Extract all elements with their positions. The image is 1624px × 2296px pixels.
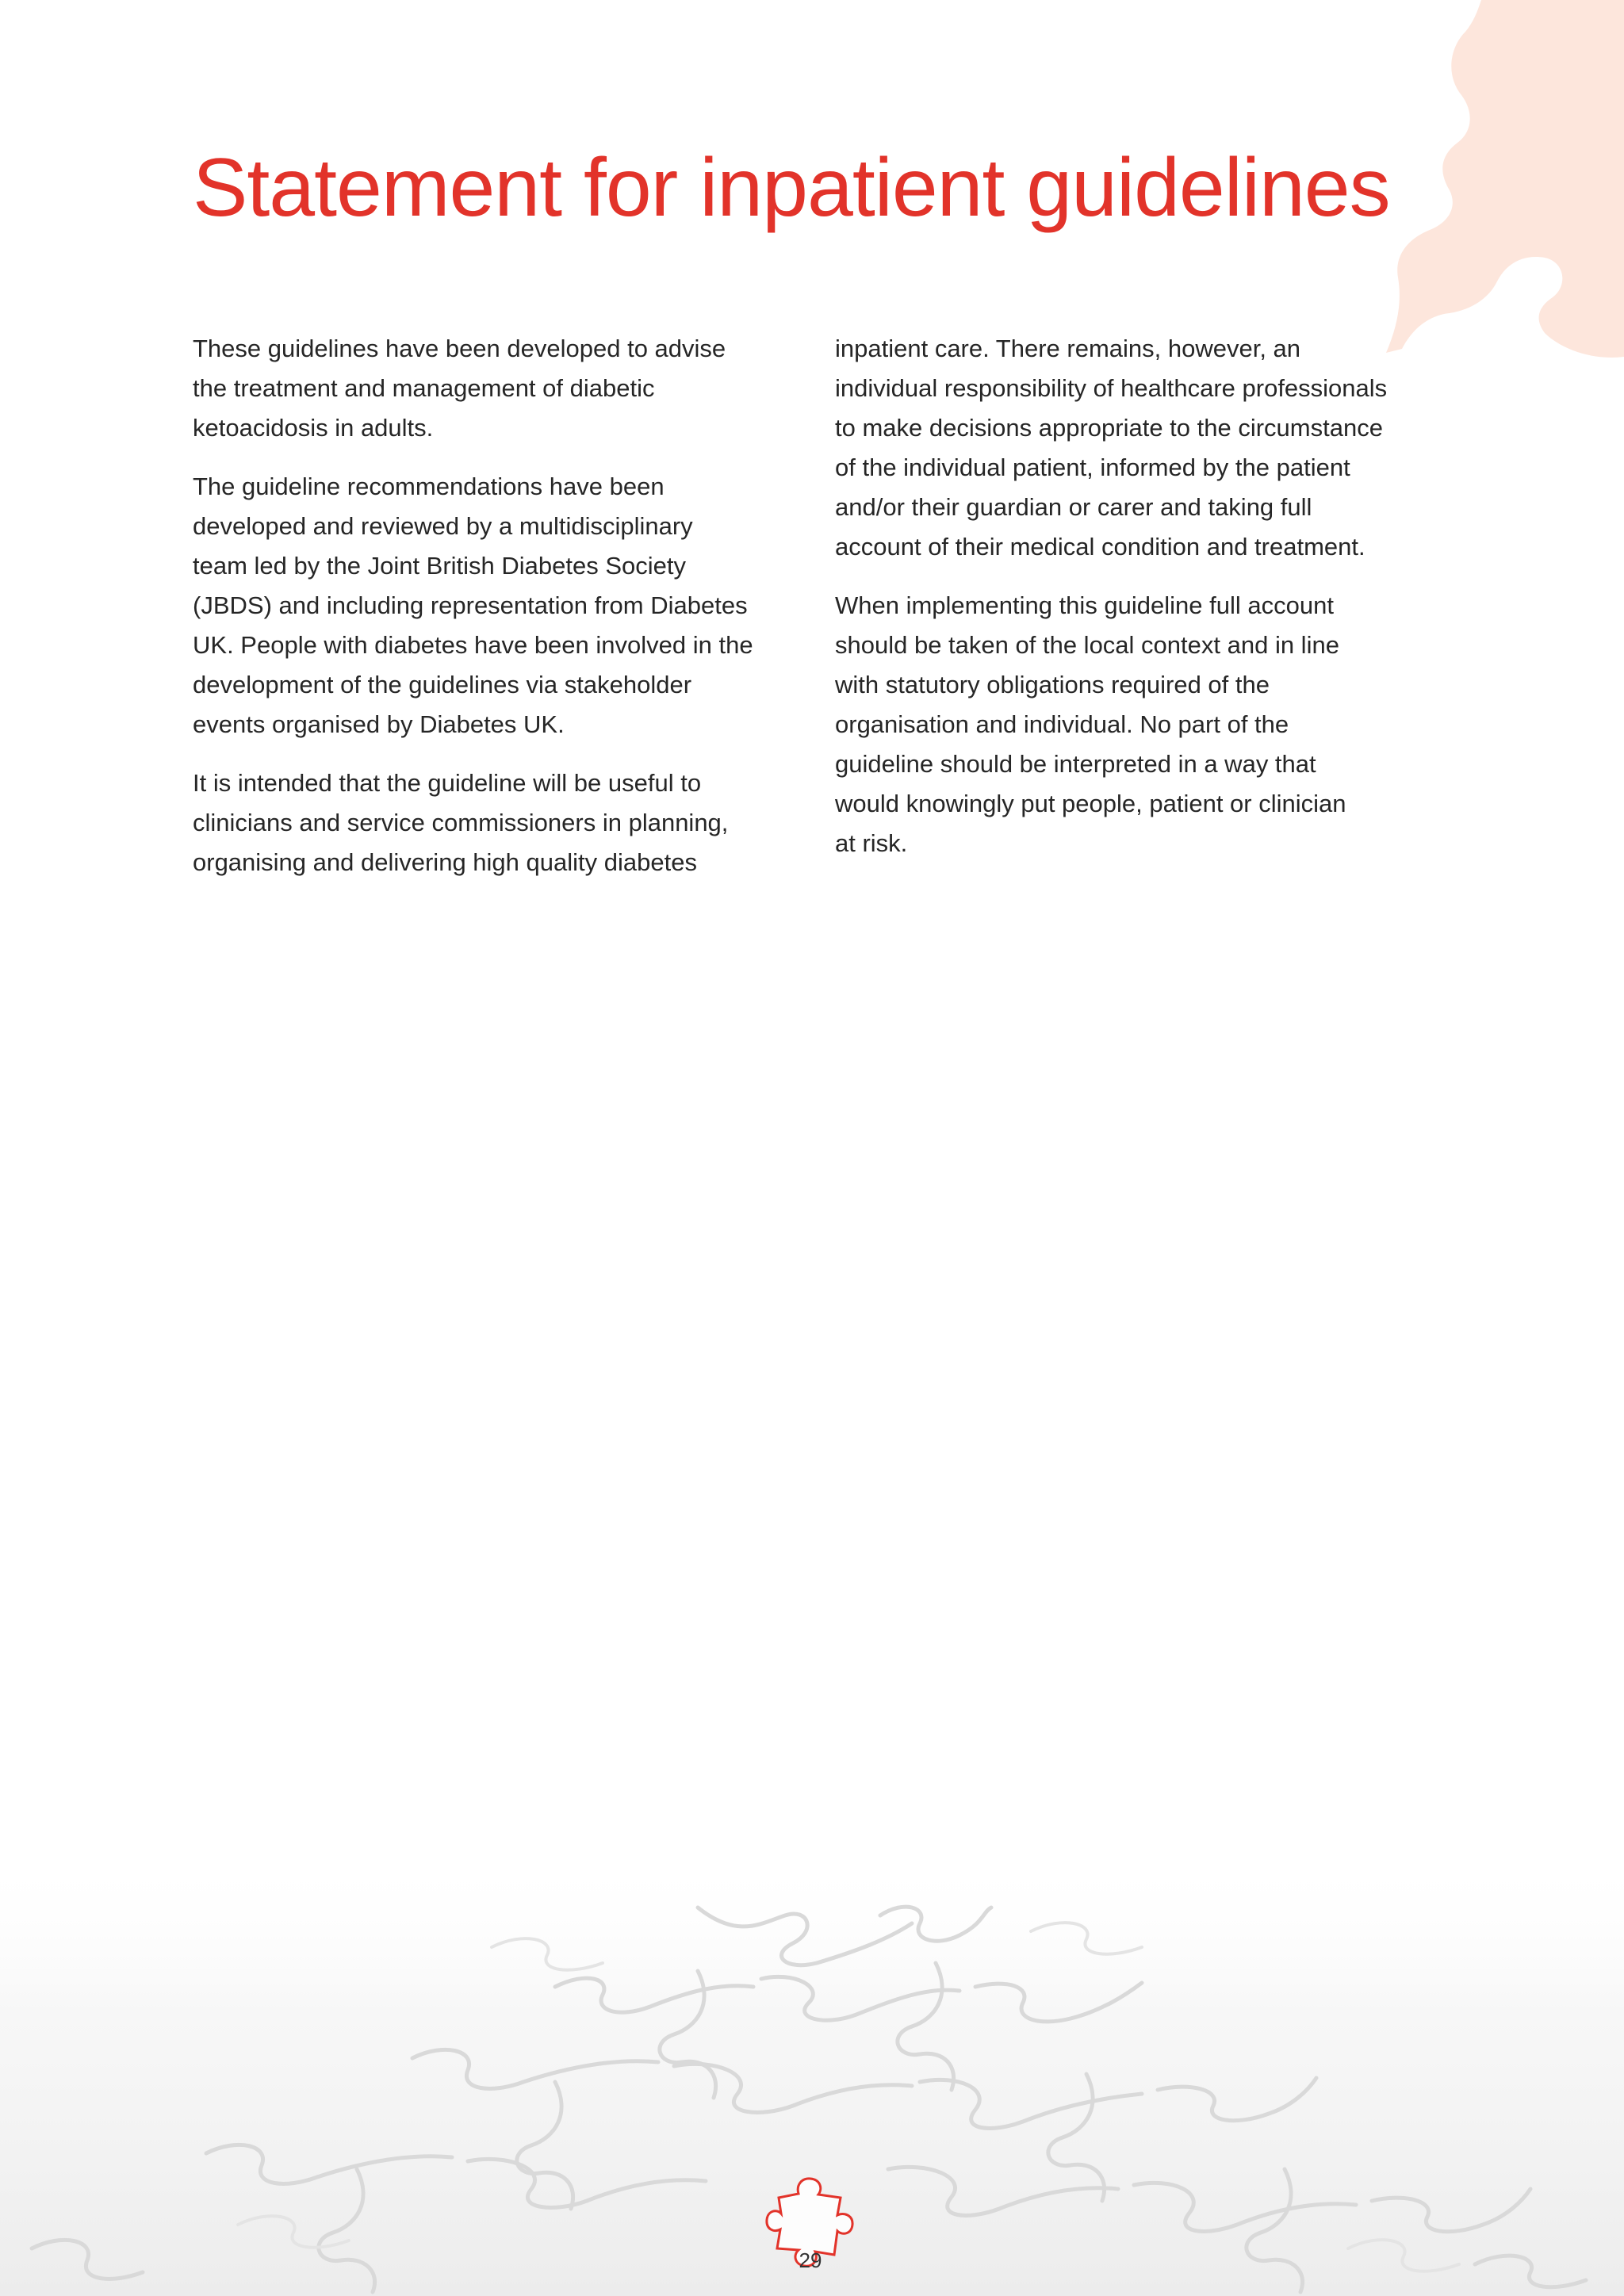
page-title: Statement for inpatient guidelines [193, 142, 1390, 234]
page-number: 29 [799, 2248, 822, 2272]
puzzle-piece-icon [1354, 0, 1624, 373]
paragraph: inpatient care. There remains, however, an individual responsibility of healthcare professionals to make decisions appropriate to the circumstance of the individual patient, informed by the patient and/or their guardian or carer and taking full account of their medical condition and treatment. [835, 335, 1388, 561]
paragraph: These guidelines have been developed to advise the treatment and management of diabetic ketoacidosis in adults. [193, 335, 726, 442]
paragraph: The guideline recommendations have been developed and reviewed by a multidisciplinary team led by the Joint British Diabetes Society (JBDS) and including representation from Diabetes UK. People with diabetes have been involved in the development of the guidelines via stakeholder events organised by Diabetes UK. [193, 473, 753, 738]
paragraph: When implementing this guideline full account should be taken of the local context and in line with statutory obligations required of the organisation and individual. No part of the guideline should be interpreted in a way that would knowingly put people, patient or clinician at risk. [835, 591, 1346, 857]
right-column [835, 329, 1438, 882]
left-column [193, 329, 803, 901]
paragraph: It is intended that the guideline will be useful to clinicians and service commissioners in planning, organising and delivering high quality diabetes [193, 769, 729, 876]
